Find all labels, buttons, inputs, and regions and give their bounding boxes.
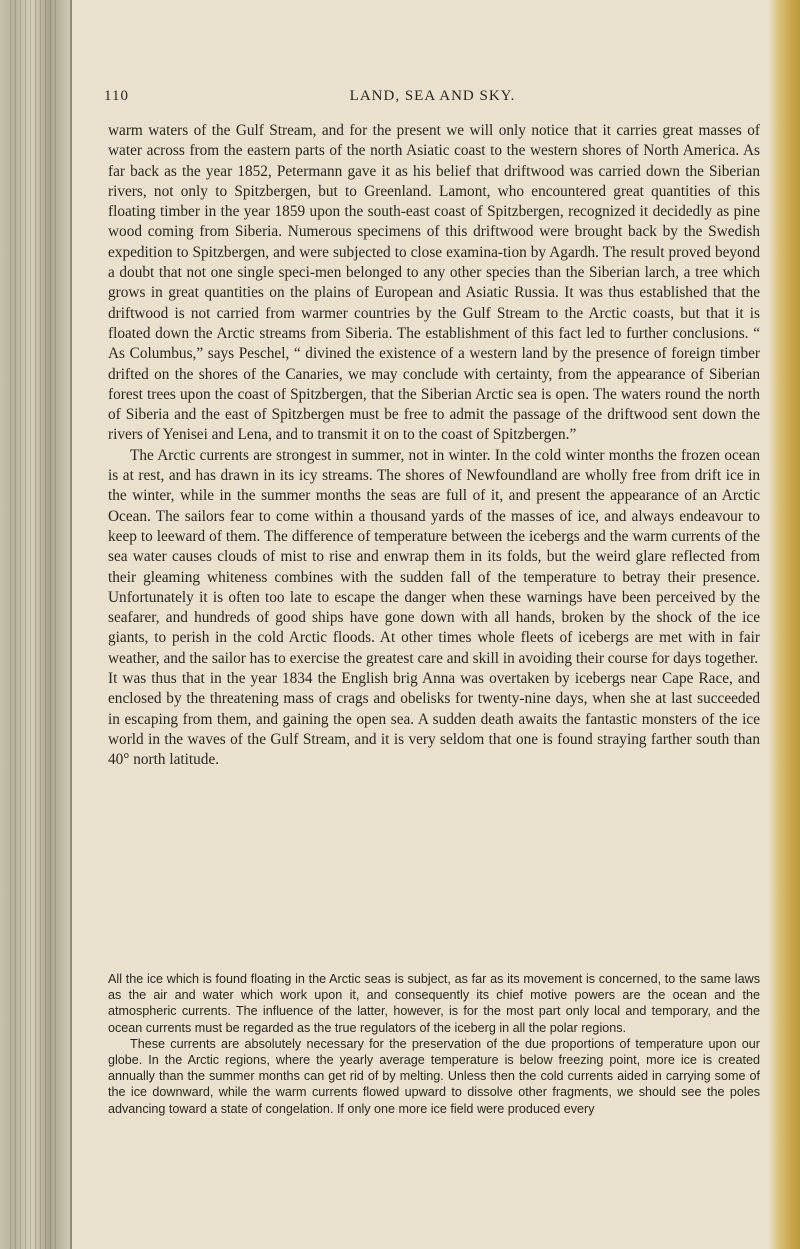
book-spine [0,0,72,1249]
small-print-text [108,971,760,1117]
running-header [100,88,765,108]
small-paragraph-1: All the ice which is found floating in the Arctic seas is subject, as far as its movement is concerned, to the same laws as the air and water which work upon it, and consequently its chief motive powers are the ocean and the atmospheric currents. The influence of the latter, however, is for the most part only local and temporary, and the ocean currents must be regarded as the true regulators of the iceberg in all the polar regions. [108,972,760,1035]
book-page [100,0,765,1249]
page-edge [768,0,800,1249]
running-title: LAND, SEA AND SKY. [349,88,516,104]
paragraph-3: It was thus that in the year 1834 the English brig Anna was overtaken by icebergs near Cape Race, and enclosed by the threatening mass of crags and obelisks for twenty-nine days, when she at last succeeded in escaping from them, and gaining the open sea. A sudden death awaits the fantastic monsters of the ice world in the waves of the Gulf Stream, and it is very seldom that one is found straying farther south than 40° north latitude. [108,670,760,769]
main-text [108,121,760,771]
small-paragraph-2: These currents are absolutely necessary for the preservation of the due proportions of temperature upon our globe. In the Arctic regions, where the yearly average temperature is below freezing point, more ice is created annually than the summer months can get rid of by melting. Unless then the cold currents aided in carrying some of the ice downward, while the warm currents flowed upward to dissolve other fragments, we should see the poles advancing toward a state of congelation. If only one more ice field were produced every [108,1036,760,1116]
page-number: 110 [104,88,129,104]
paragraph-2: The Arctic currents are strongest in summer, not in winter. In the cold winter months the frozen ocean is at rest, and has drawn in its icy streams. The shores of Newfoundland are wholly free from drift ice in the winter, while in the summer months the seas are full of it, and present the appearance of an Arctic Ocean. The sailors fear to come within a thousand yards of the masses of ice, and always endeavour to keep to leeward of them. The difference of temperature between the icebergs and the warm currents of the sea water causes clouds of mist to rise and enwrap them in its folds, but the weird glare reflected from their gleaming whiteness combines with the sudden fall of the temperature to betray their presence. Unfortunately it is often too late to escape the danger when these warnings have been perceived by the seafarer, and hundreds of good ships have gone down with all hands, broken by the shock of the ice giants, to perish in the cold Arctic floods. At other times whole fleets of icebergs are met with in fair weather, and the sailor has to exercise the greatest care and skill in avoiding their course for days together. [108,446,760,667]
paragraph-1: warm waters of the Gulf Stream, and for the present we will only notice that it carries great masses of water across from the eastern parts of the north Asiatic coast to the western shores of North America. As far back as the year 1852, Petermann gave it as his belief that driftwood was carried down the Siberian rivers, not only to Spitzbergen, but to Greenland. Lamont, who encountered great quantities of this floating timber in the year 1859 upon the south-east coast of Spitzbergen, recognized it decidedly as pine wood coming from Siberia. Numerous specimens of this driftwood were brought back by the Swedish expedition to Spitzbergen, and were subjected to close examina-tion by Agardh. The result proved beyond a doubt that not one single speci-men belonged to any other species than the Siberian larch, a tree which grows in great quantities on the plains of European and Asiatic Russia. It was thus established that the driftwood is not carried from warmer countries by the Gulf Stream to the Arctic coasts, but that it is floated down the Arctic streams from Siberia. The establishment of this fact led to further conclusions. “ As Columbus,” says Peschel, “ divined the existence of a western land by the presence of foreign timber drifted on the shores of the Canaries, we may conclude with certainty, from the appearance of Siberian forest trees upon the coast of Spitzbergen, that the Siberian Arctic sea is open. The waters round the north of Siberia and the east of Spitzbergen must be free to admit the passage of the driftwood sent down the rivers of Yenisei and Lena, and to transmit it on to the coast of Spitzbergen.” [108,122,760,444]
